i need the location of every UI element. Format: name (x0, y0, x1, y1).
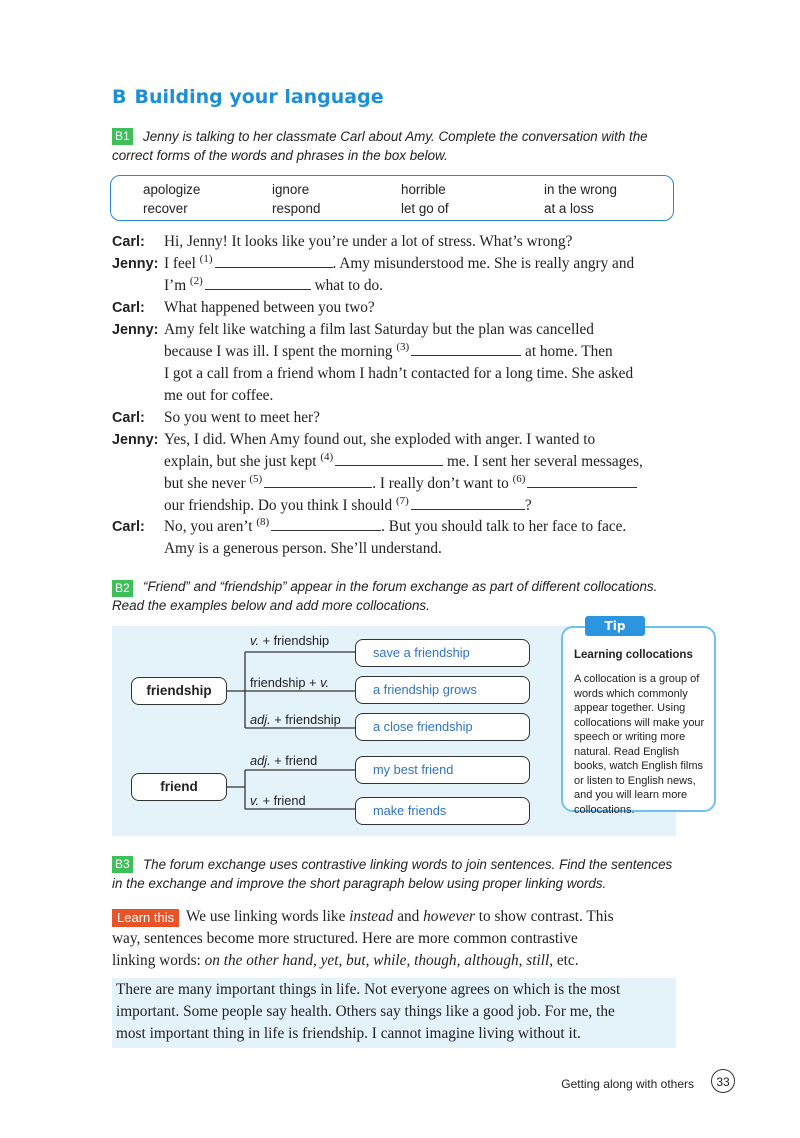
dialogue-line: What happened between you two? (164, 299, 375, 316)
b2-instruction-line-1: “Friend” and “friendship” appear in the forum exchange as part of different collocations. (143, 579, 658, 594)
page-number: 33 (711, 1069, 735, 1093)
b3-instruction-line-1: The forum exchange uses contrastive linking words to join sentences. Find the sentences (143, 857, 673, 872)
learn-line: We use linking words like instead and however to show contrast. This (186, 908, 614, 925)
b2-instruction-line-2: Read the examples below and add more collocations. (112, 598, 430, 613)
section-title: Building your language (134, 86, 384, 108)
b1-instruction-line-1: Jenny is talking to her classmate Carl about Amy. Complete the conversation with the (143, 129, 648, 144)
paragraph-line: most important thing in life is friendship. I cannot imagine living without it. (116, 1025, 581, 1042)
collocation-example: a close friendship (355, 713, 530, 741)
collocation-pattern: adj. + friendship (250, 712, 341, 727)
collocation-example: make friends (355, 797, 530, 825)
word-item: in the wrong (544, 182, 617, 197)
speaker-jenny: Jenny: (112, 432, 159, 448)
tip-body: A collocation is a group of words which commonly appear together. Using collocations will make your speech or writing more natural. Read English books, watch English films or listen to English news, and you will learn more collocations. (574, 673, 705, 816)
collocation-example: save a friendship (355, 639, 530, 667)
paragraph-line: There are many important things in life. Not everyone agrees on which is the most (116, 981, 621, 998)
collocation-pattern: friendship + v. (250, 675, 330, 690)
word-item: respond (272, 201, 321, 216)
word-item: ignore (272, 182, 310, 197)
dialogue-line: me out for coffee. (164, 387, 274, 404)
dialogue-line: No, you aren’t $^{(8)}$ . But you should talk to her face to face. (164, 516, 627, 535)
task-tag-b3: B3 (112, 856, 133, 873)
collocation-pattern: v. + friend (250, 793, 306, 808)
dialogue-line: because I was ill. I spent the morning $^{(3)}$ at home. Then (164, 341, 613, 360)
word-item: at a loss (544, 201, 594, 216)
paragraph-line: important. Some people say health. Others say things like a good job. For me, the (116, 1003, 615, 1020)
root-word-friendship: friendship (131, 677, 227, 705)
learn-line: way, sentences become more structured. Here are more common contrastive (112, 930, 578, 947)
tip-title: Learning collocations (574, 649, 693, 661)
dialogue-line: Hi, Jenny! It looks like you’re under a lot of stress. What’s wrong? (164, 233, 573, 250)
word-item: horrible (401, 182, 446, 197)
b1-instruction-line-2: correct forms of the words and phrases in the box below. (112, 148, 448, 163)
dialogue-line: Yes, I did. When Amy found out, she exploded with anger. I wanted to (164, 431, 596, 448)
dialogue-line: So you went to meet her? (164, 409, 320, 426)
speaker-carl: Carl: (112, 410, 145, 426)
word-item: recover (143, 201, 188, 216)
b3-instruction-line-2: in the exchange and improve the short paragraph below using proper linking words. (112, 876, 607, 891)
word-item: let go of (401, 201, 449, 216)
dialogue-line: I feel $^{(1)}$ . Amy misunderstood me. She is really angry and (164, 253, 635, 272)
speaker-jenny: Jenny: (112, 322, 159, 338)
speaker-jenny: Jenny: (112, 256, 159, 272)
blank-number: (3) (396, 341, 410, 353)
blank-number: (8) (256, 516, 270, 528)
blank-number: (1) (199, 253, 213, 265)
blank-number: (6) (512, 473, 526, 485)
blank-number: (5) (249, 473, 263, 485)
section-letter: B (112, 86, 127, 108)
speaker-carl: Carl: (112, 234, 145, 250)
dialogue-line: I’m $^{(2)}$ what to do. (164, 275, 383, 294)
dialogue-line: Amy is a generous person. She’ll understand. (164, 540, 442, 557)
blank-number: (2) (189, 275, 203, 287)
collocation-pattern: v. + friendship (250, 633, 330, 648)
blank-number: (4) (320, 451, 334, 463)
dialogue-line: Amy felt like watching a film last Saturday but the plan was cancelled (164, 321, 594, 338)
speaker-carl: Carl: (112, 519, 145, 535)
collocation-example: my best friend (355, 756, 530, 784)
dialogue-line: I got a call from a friend whom I hadn’t contacted for a long time. She asked (164, 365, 634, 382)
learn-line: linking words: on the other hand, yet, but, while, though, although, still, etc. (112, 952, 579, 969)
footer-chapter-title: Getting along with others (561, 1077, 694, 1091)
task-tag-b1: B1 (112, 128, 133, 145)
learn-this-tag: Learn this (112, 909, 179, 927)
dialogue-line: explain, but she just kept $^{(4)}$ me. I sent her several messages, (164, 451, 643, 470)
collocation-example: a friendship grows (355, 676, 530, 704)
speaker-carl: Carl: (112, 300, 145, 316)
tip-label: Tip (585, 616, 645, 636)
blank-number: (7) (396, 495, 409, 507)
collocation-pattern: adj. + friend (250, 753, 318, 768)
word-item: apologize (143, 182, 201, 197)
root-word-friend: friend (131, 773, 227, 801)
dialogue-line: but she never $^{(5)}$ . I really don’t want to $^{(6)}$ (164, 475, 637, 493)
dialogue-line: our friendship. Do you think I should $^{(7)}$ ? (164, 495, 532, 514)
task-tag-b2: B2 (112, 580, 133, 597)
